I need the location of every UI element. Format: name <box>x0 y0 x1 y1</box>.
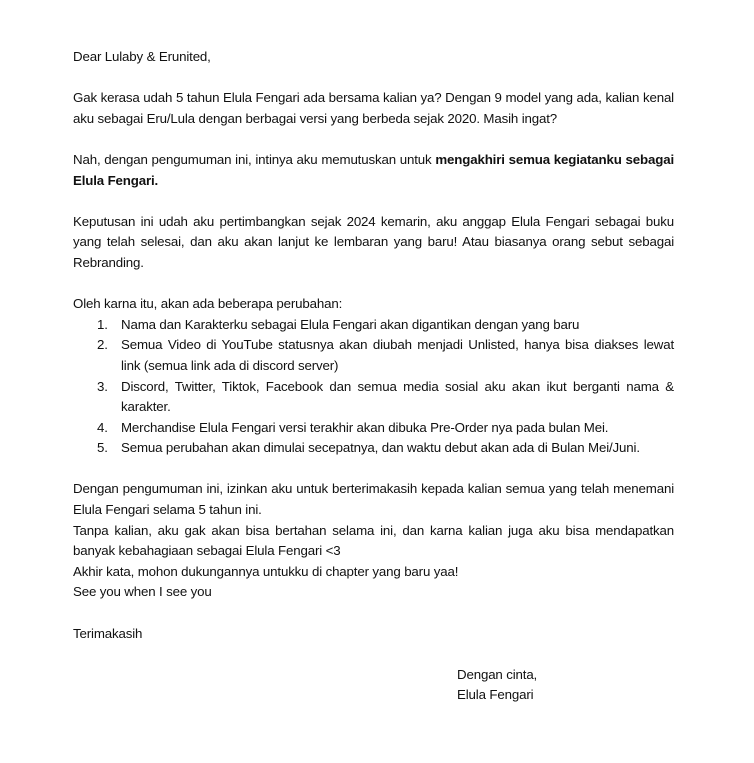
thanks-line: Terimakasih <box>73 625 143 641</box>
list-number: 5. <box>97 440 108 456</box>
spacer <box>73 459 674 480</box>
paragraph-decision: Keputusan ini udah aku pertimbangkan sejak 2024 kemarin, aku anggap Elula Fengari sebagai buku yang telah selesai, dan aku akan lanjut ke lembaran yang baru! Atau biasanya orang sebut sebagai Rebranding. <box>73 213 674 270</box>
announcement-text: Nah, dengan pengumuman ini, intinya aku memutuskan untuk <box>73 151 436 167</box>
paragraph-intro: Gak kerasa udah 5 tahun Elula Fengari ada bersama kalian ya? Dengan 9 model yang ada, kalian kenal aku sebagai Eru/Lula dengan berbagai versi yang berbeda sejak 2020. Masih ingat? <box>73 90 674 126</box>
spacer <box>73 603 674 624</box>
announcement-bold-text: mengakhiri semua kegiatanku sebagai Elula Fengari. <box>73 151 674 188</box>
list-intro: Oleh karna itu, akan ada beberapa perubahan: <box>73 296 343 312</box>
spacer <box>73 274 674 295</box>
list-item <box>73 335 674 376</box>
closing-line: Dengan cinta, <box>457 666 538 682</box>
list-text: Merchandise Elula Fengari versi terakhir akan dibuka Pre-Order nya pada bulan Mei. <box>121 419 609 435</box>
signature: Elula Fengari <box>457 687 534 703</box>
paragraph-farewell: See you when I see you <box>73 584 212 600</box>
spacer <box>73 644 674 665</box>
list-text: Semua perubahan akan dimulai secepatnya, dan waktu debut akan ada di Bulan Mei/Juni. <box>121 440 640 456</box>
letter-document <box>73 47 674 706</box>
greeting: Dear Lulaby & Erunited, <box>73 49 211 64</box>
list-number: 2. <box>97 337 108 353</box>
list-item <box>73 315 674 336</box>
list-text: Nama dan Karakterku sebagai Elula Fengari akan digantikan dengan yang baru <box>121 316 580 332</box>
spacer <box>73 191 674 212</box>
list-number: 1. <box>97 316 108 332</box>
list-text: Discord, Twitter, Tiktok, Facebook dan semua media sosial aku akan ikut berganti nama & karakter. <box>121 378 674 415</box>
list-item <box>73 377 674 418</box>
spacer <box>73 68 674 89</box>
list-item <box>73 438 674 459</box>
paragraph-gratitude: Tanpa kalian, aku gak akan bisa bertahan selama ini, dan karna kalian juga aku bisa mendapatkan banyak kebahagiaan sebagai Elula Fengari <3 <box>73 522 674 559</box>
paragraph-announcement <box>73 150 674 191</box>
list-number: 3. <box>97 378 108 394</box>
spacer <box>73 129 674 150</box>
changes-list <box>73 315 674 459</box>
list-text: Semua Video di YouTube statusnya akan diubah menjadi Unlisted, hanya bisa diakses lewat link (semua link ada di discord server) <box>121 337 674 373</box>
paragraph-thanks: Dengan pengumuman ini, izinkan aku untuk berterimakasih kepada kalian semua yang telah menemani Elula Fengari selama 5 tahun ini. <box>73 481 674 518</box>
list-number: 4. <box>97 419 108 435</box>
paragraph-support: Akhir kata, mohon dukungannya untukku di chapter yang baru yaa! <box>73 563 459 579</box>
list-item <box>73 418 674 439</box>
